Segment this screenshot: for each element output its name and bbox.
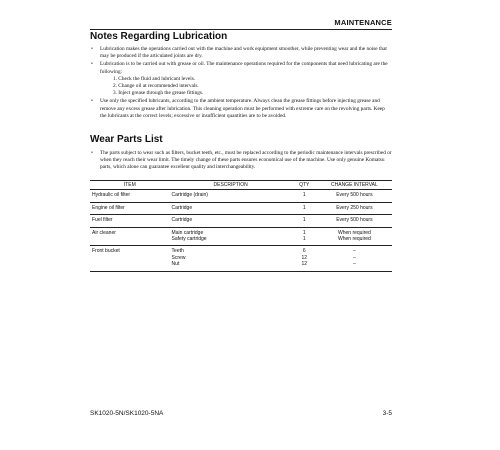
cell-item: Engine oil filter — [90, 202, 170, 214]
bullet-text: The parts subject to wear such as filters, bucket teeth, etc., must be replaced according to the periodic maintenance intervals prescribed or when they reach their wear limit. The timely change of these parts ensures economical use of the machine. Use only genuine Komatsu parts, which alone can guarantee excellent quality and interchangeability. — [100, 150, 392, 171]
table-row — [90, 202, 392, 214]
cell-description-line: Nut — [171, 261, 180, 268]
cell-interval-line: Every 250 hours — [336, 204, 373, 211]
section-header: MAINTENANCE — [334, 18, 392, 27]
lubrication-step-1: 1. Check the fluid and lubricant levels. — [113, 75, 196, 82]
lubrication-bullet-1 — [90, 46, 392, 60]
cell-qty — [292, 246, 317, 271]
column-header-item: ITEM — [90, 181, 170, 190]
cell-item: Fuel filter — [90, 215, 170, 227]
cell-description — [170, 190, 292, 202]
column-header-interval: CHANGE INTERVAL — [317, 181, 392, 190]
cell-description — [170, 202, 292, 214]
cell-interval — [317, 246, 392, 271]
cell-interval-line: Every 500 hours — [336, 192, 373, 199]
cell-description-line: Cartridge (drain) — [171, 192, 208, 199]
lubrication-bullet-3 — [90, 98, 392, 120]
lubrication-bullet-2 — [90, 61, 392, 97]
bullet-text: Lubrication makes the operations carried out with the machine and work equipment smoother, while preventing wear and the noise that may be produced if the articulated joints are dry. — [100, 46, 387, 60]
cell-description-line: Teeth — [171, 248, 184, 255]
cell-qty — [292, 190, 317, 202]
cell-description-line: Main cartridge — [171, 229, 204, 236]
cell-description-line: Cartridge — [171, 217, 193, 224]
lubrication-heading: Notes Regarding Lubrication — [90, 31, 228, 42]
cell-interval-line: – — [353, 261, 356, 268]
cell-qty-line: 12 — [301, 254, 308, 261]
cell-item: Air cleaner — [90, 227, 170, 246]
cell-qty — [292, 227, 317, 246]
cell-qty — [292, 202, 317, 214]
lubrication-step-3: 3. Inject grease through the grease fittings. — [113, 90, 204, 97]
table-row — [90, 190, 392, 202]
cell-qty-line: 1 — [302, 192, 306, 199]
bullet-text: Lubrication is to be carried out with grease or oil. The maintenance operations required for the components that need lubricating are the following: — [100, 61, 388, 75]
cell-qty-line: 1 — [302, 204, 306, 211]
cell-item: Front bucket — [90, 246, 170, 271]
lubrication-step-2: 2. Change oil at recommended intervals. — [113, 83, 199, 90]
cell-item: Hydraulic oil filter — [90, 190, 170, 202]
bullet-text: Use only the specified lubricants, according to the ambient temperature. Always clean the grease fittings before injecting grease and remove any excess grease after lubrication. This cleaning operation must be performed with extreme care on the revolving parts. Keep the lubricants at the correct levels; excessive or insufficient quantities are to be avoided. — [100, 98, 385, 119]
cell-description-line: Screw — [171, 254, 186, 261]
cell-interval — [317, 190, 392, 202]
table-body — [90, 190, 392, 271]
wear-parts-table — [90, 180, 392, 272]
cell-qty-line: 1 — [302, 217, 306, 224]
footer-page-number: 3-5 — [382, 410, 392, 417]
footer-model: SK1020-5N/SK1020-5NA — [90, 410, 164, 417]
cell-interval — [317, 215, 392, 227]
cell-description-line: Cartridge — [171, 204, 193, 211]
cell-qty-line: 12 — [301, 261, 308, 268]
cell-qty-line: 6 — [302, 248, 306, 255]
cell-interval-line: – — [353, 254, 356, 261]
wear-parts-heading: Wear Parts List — [90, 134, 163, 145]
cell-interval — [317, 202, 392, 214]
column-header-description: DESCRIPTION — [170, 181, 292, 190]
bullet-icon: • — [91, 61, 93, 68]
cell-description — [170, 246, 292, 271]
bullet-icon: • — [91, 150, 93, 156]
bullet-icon: • — [91, 98, 93, 105]
wear-bullet-1 — [90, 150, 392, 172]
cell-interval — [317, 227, 392, 246]
lubrication-notes — [90, 46, 392, 121]
bullet-icon: • — [91, 46, 93, 52]
cell-interval-line: When required — [338, 229, 371, 236]
column-header-qty: QTY — [292, 181, 317, 190]
cell-description-line: Safety cartridge — [171, 236, 207, 243]
table-row — [90, 227, 392, 246]
wear-parts-notes — [90, 150, 392, 173]
table-row — [90, 215, 392, 227]
cell-interval-line: When required — [338, 236, 371, 243]
cell-qty-line: 1 — [302, 229, 306, 236]
table-header-row — [90, 181, 392, 190]
header-rule — [90, 29, 392, 30]
cell-qty — [292, 215, 317, 227]
table-row — [90, 246, 392, 271]
cell-description — [170, 227, 292, 246]
cell-description — [170, 215, 292, 227]
cell-interval-line: – — [353, 248, 356, 255]
cell-qty-line: 1 — [302, 236, 306, 243]
cell-interval-line: Every 500 hours — [336, 217, 373, 224]
